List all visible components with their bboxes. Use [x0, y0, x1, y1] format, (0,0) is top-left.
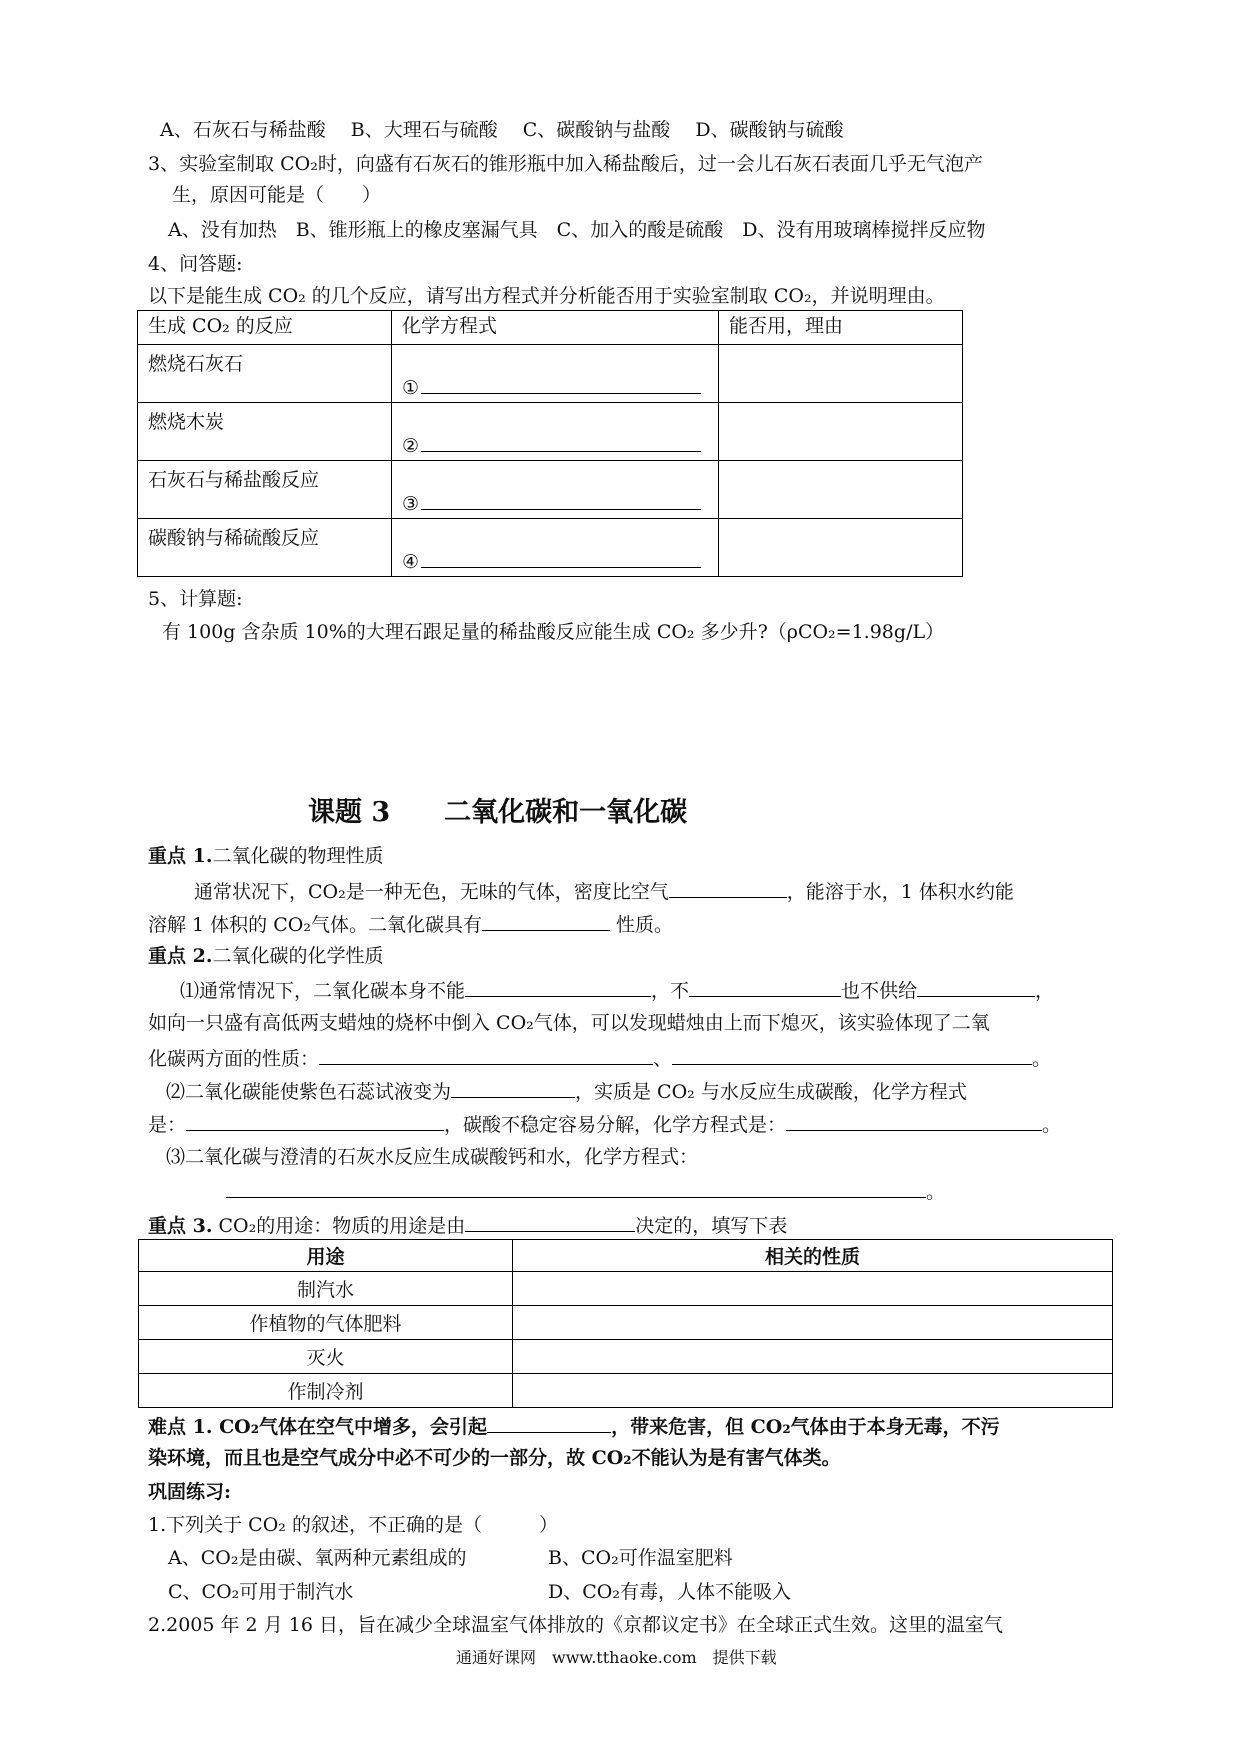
difficulty-1-line1: 难点 1. CO₂气体在空气中增多，会引起 ，带来危害，但 CO₂气体由于本身无毒，不污	[148, 1412, 1000, 1440]
practice-q1-option-d: D、CO₂有毒，人体不能吸入	[548, 1581, 791, 1603]
table-header-row	[138, 311, 963, 345]
reaction-cell: 碳酸钠与稀硫酸反应	[138, 519, 392, 577]
answer-blank[interactable]	[465, 976, 651, 997]
reaction-cell: 燃烧石灰石	[138, 345, 392, 403]
answer-blank[interactable]	[689, 976, 841, 997]
reason-cell[interactable]	[719, 403, 963, 461]
key-point-3-line: 重点 3. CO₂的用途：物质的用途是由 决定的，填写下表	[148, 1211, 787, 1239]
reaction-cell: 石灰石与稀盐酸反应	[138, 461, 392, 519]
table-row	[138, 345, 963, 403]
practice-q2: 2.2005 年 2 月 16 日，旨在减少全球温室气体排放的《京都议定书》在全球正式生效。这里的温室气	[148, 1614, 1003, 1636]
key-point-2-line4: ⑵二氧化碳能使紫色石蕊试液变为 ，实质是 CO₂ 与水反应生成碳酸，化学方程式	[166, 1077, 967, 1105]
key-point-2-line1: ⑴通常情况下，二氧化碳本身不能 ，不 也不供给 ，	[180, 976, 1054, 1004]
practice-title: 巩固练习:	[148, 1481, 232, 1503]
answer-blank[interactable]	[482, 910, 610, 931]
answer-blank[interactable]	[917, 976, 1035, 997]
table-row	[139, 1340, 1113, 1374]
answer-blank[interactable]	[487, 1412, 611, 1433]
table-header: 相关的性质	[513, 1240, 1113, 1272]
answer-blank[interactable]	[451, 1077, 575, 1098]
answer-blank[interactable]	[669, 877, 787, 898]
table-row	[138, 519, 963, 577]
table-header: 化学方程式	[392, 311, 719, 345]
answer-blank[interactable]	[226, 1177, 926, 1198]
q2-options: A、石灰石与稀盐酸 B、大理石与硫酸 C、碳酸钠与盐酸 D、碳酸钠与硫酸	[160, 119, 844, 141]
property-cell[interactable]	[513, 1306, 1113, 1340]
reaction-cell: 燃烧木炭	[138, 403, 392, 461]
table-row	[139, 1306, 1113, 1340]
reason-cell[interactable]	[719, 519, 963, 577]
key-point-1-line1: 通常状况下，CO₂是一种无色，无味的气体，密度比空气 ，能溶于水，1 体积水约能	[194, 877, 1014, 905]
usage-table	[138, 1239, 1113, 1408]
answer-blank[interactable]	[186, 1110, 444, 1131]
key-point-1-heading: 重点 1.二氧化碳的物理性质	[148, 845, 384, 867]
usage-cell: 作植物的气体肥料	[139, 1306, 513, 1340]
table-row	[138, 403, 963, 461]
answer-blank[interactable]	[672, 1044, 1032, 1065]
reason-cell[interactable]	[719, 461, 963, 519]
answer-blank[interactable]	[421, 431, 701, 452]
equation-cell: ④	[392, 519, 719, 577]
table-header: 用途	[139, 1240, 513, 1272]
usage-cell: 灭火	[139, 1340, 513, 1374]
footer: 通通好课网 www.tthaoke.com 提供下载	[456, 1648, 777, 1667]
key-point-1-line2: 溶解 1 体积的 CO₂气体。二氧化碳具有 性质。	[148, 910, 673, 938]
difficulty-1-line2: 染环境，而且也是空气成分中必不可少的一部分，故 CO₂不能认为是有害气体类。	[148, 1447, 841, 1469]
key-point-2-line2: 如向一只盛有高低两支蜡烛的烧杯中倒入 CO₂气体，可以发现蜡烛由上而下熄灭，该实验体现了二氧	[148, 1012, 990, 1034]
equation-cell: ②	[392, 403, 719, 461]
table-header: 能否用，理由	[719, 311, 963, 345]
equation-cell: ③	[392, 461, 719, 519]
usage-cell: 作制冷剂	[139, 1374, 513, 1408]
property-cell[interactable]	[513, 1272, 1113, 1306]
table-row	[139, 1272, 1113, 1306]
property-cell[interactable]	[513, 1374, 1113, 1408]
key-point-2-heading: 重点 2.二氧化碳的化学性质	[148, 945, 384, 967]
key-point-2-line6: ⑶二氧化碳与澄清的石灰水反应生成碳酸钙和水，化学方程式：	[166, 1146, 699, 1168]
property-cell[interactable]	[513, 1340, 1113, 1374]
reaction-table	[137, 310, 963, 577]
table-row	[138, 461, 963, 519]
answer-blank[interactable]	[319, 1044, 653, 1065]
key-point-2-line3: 化碳两方面的性质： 、 。	[148, 1044, 1051, 1072]
key-point-2-line7: 。	[226, 1177, 945, 1205]
answer-blank[interactable]	[786, 1110, 1042, 1131]
q4-desc: 以下是能生成 CO₂ 的几个反应，请写出方程式并分析能否用于实验室制取 CO₂，并说明理由。	[148, 285, 945, 307]
practice-q1-option-c: C、CO₂可用于制汽水	[168, 1581, 354, 1603]
section-title: 课题 3 二氧化碳和一氧化碳	[308, 797, 688, 828]
practice-q1: 1.下列关于 CO₂ 的叙述，不正确的是（ ）	[148, 1514, 558, 1536]
q5-text: 有 100g 含杂质 10%的大理石跟足量的稀盐酸反应能生成 CO₂ 多少升?（ρCO₂=1.98g/L）	[162, 621, 945, 643]
answer-blank[interactable]	[421, 547, 701, 568]
table-header-row	[139, 1240, 1113, 1272]
usage-cell: 制汽水	[139, 1272, 513, 1306]
q5-title: 5、计算题:	[148, 588, 243, 610]
practice-q1-option-b: B、CO₂可作温室肥料	[548, 1547, 733, 1569]
key-point-2-line5: 是： ，碳酸不稳定容易分解，化学方程式是： 。	[148, 1110, 1061, 1138]
q4-title: 4、问答题:	[148, 253, 243, 275]
answer-blank[interactable]	[465, 1211, 635, 1232]
q3-line2: 生，原因可能是（ ）	[172, 184, 382, 206]
answer-blank[interactable]	[421, 373, 701, 394]
q3-line1: 3、实验室制取 CO₂时，向盛有石灰石的锥形瓶中加入稀盐酸后，过一会儿石灰石表面几乎无气泡产	[148, 153, 983, 175]
q3-options: A、没有加热 B、锥形瓶上的橡皮塞漏气具 C、加入的酸是硫酸 D、没有用玻璃棒搅拌反应物	[168, 219, 986, 241]
reason-cell[interactable]	[719, 345, 963, 403]
answer-blank[interactable]	[421, 489, 701, 510]
table-header: 生成 CO₂ 的反应	[138, 311, 392, 345]
practice-q1-option-a: A、CO₂是由碳、氧两种元素组成的	[168, 1547, 467, 1569]
table-row	[139, 1374, 1113, 1408]
equation-cell: ①	[392, 345, 719, 403]
